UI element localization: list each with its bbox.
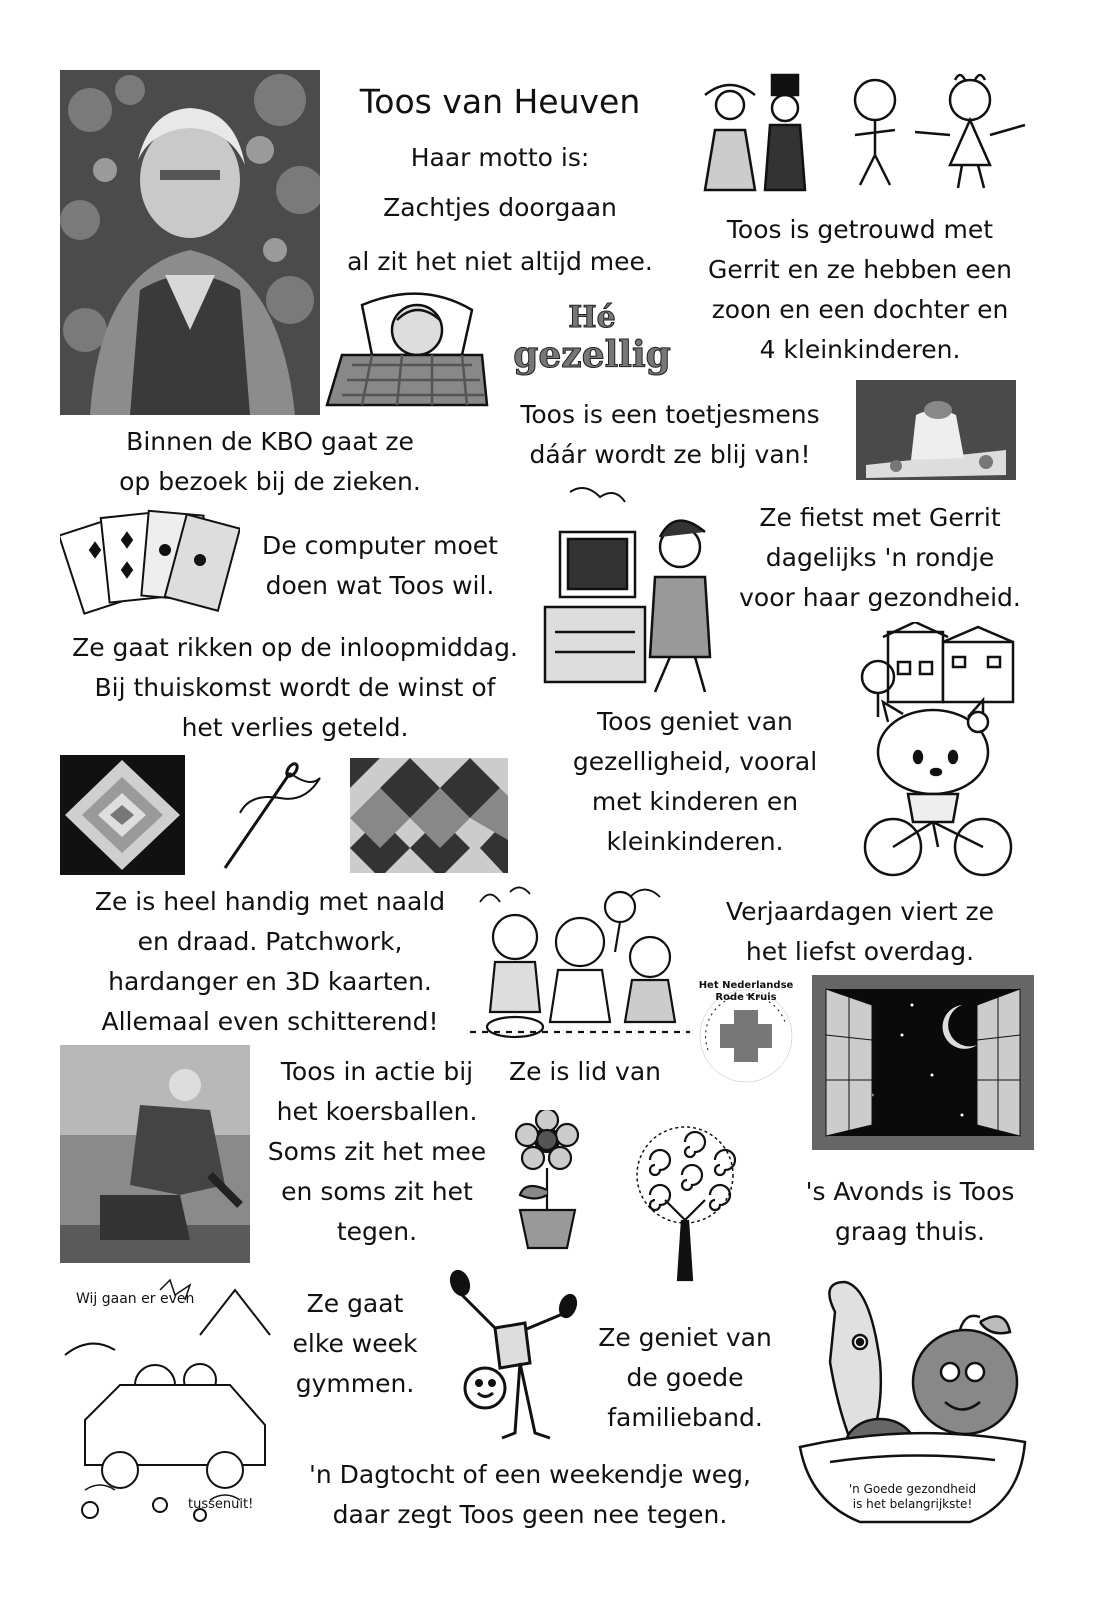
rikken-text: Ze gaat rikken op de inloopmiddag. Bij thuiskomst wordt de winst of het verlies geteld. (72, 633, 518, 742)
kitty-on-bike-illustration (858, 622, 1018, 884)
birthdays-text: Verjaardagen viert ze het liefst overdag. (725, 897, 995, 966)
handy-text: Ze is heel handig met naald en draad. Patchwork, hardanger en 3D kaarten. Allemaal even schitterend! (94, 887, 446, 1036)
flower-pot-illustration (505, 1110, 590, 1250)
evening-text: 's Avonds is Toos graag thuis. (805, 1177, 1015, 1246)
swirl-tree-illustration (610, 1120, 760, 1285)
trip-card-bottom-text: tussenuit! (188, 1497, 254, 1512)
red-cross-text: Ze is lid van (508, 1057, 662, 1086)
hardanger-embroidery-photo (60, 755, 185, 875)
motto-line-1: Zachtjes doorgaan (383, 193, 617, 222)
red-cross-logo-text: Het Nederlandse Rode Kruis (698, 980, 794, 1003)
playing-cards-illustration (60, 505, 240, 615)
trip-card-top-text: Wij gaan er even (76, 1291, 195, 1307)
gezellig-logo-line-1: Hé (568, 300, 616, 335)
koersballen-photo (60, 1045, 250, 1263)
sick-boy-illustration (322, 285, 492, 410)
needle-and-thread-illustration (210, 758, 325, 873)
gezellig-logo (492, 300, 692, 390)
gym-text: Ze gaat elke week gymmen. (292, 1289, 418, 1398)
couple-and-kids-illustration (700, 70, 1035, 195)
motto-line-2: al zit het niet altijd mee. (347, 247, 653, 276)
party-kids-illustration (470, 882, 690, 1042)
portrait-photo (60, 70, 320, 415)
dessert-text: Toos is een toetjesmens dáár wordt ze blij van! (520, 400, 820, 469)
woman-at-computer-illustration (530, 482, 725, 697)
trip-coloring-illustration (60, 1275, 275, 1527)
cartwheel-figure-illustration (440, 1268, 580, 1443)
patchwork-photo (350, 758, 508, 873)
koersballen-text: Toos in actie bij het koersballen. Soms zit het mee en soms zit het tegen. (267, 1057, 487, 1246)
pudding-photo (856, 380, 1016, 480)
family-text: Ze geniet van de goede familieband. (598, 1323, 772, 1432)
cycling-text: Ze fietst met Gerrit dagelijks 'n rondje voor haar gezondheid. (739, 503, 1021, 612)
fruit-bowl-caption: 'n Goede gezondheid is het belangrijkste! (848, 1482, 977, 1511)
daytrip-text: 'n Dagtocht of een weekendje weg, daar zegt Toos geen nee tegen. (309, 1460, 751, 1529)
kbo-text: Binnen de KBO gaat ze op bezoek bij de zieken. (119, 427, 421, 496)
motto-intro: Haar motto is: (410, 143, 590, 172)
night-window-illustration (812, 975, 1034, 1150)
married-text: Toos is getrouwd met Gerrit en ze hebben een zoon en een dochter en 4 kleinkinderen. (708, 215, 1012, 364)
gezellig-logo-line-2: gezellig (513, 334, 671, 376)
page-title: Toos van Heuven (359, 82, 641, 121)
cozy-text: Toos geniet van gezelligheid, vooral met kinderen en kleinkinderen. (572, 707, 818, 856)
red-cross-logo (690, 980, 802, 1092)
computer-text: De computer moet doen wat Toos wil. (262, 531, 498, 600)
fruit-bowl-illustration (790, 1272, 1035, 1540)
